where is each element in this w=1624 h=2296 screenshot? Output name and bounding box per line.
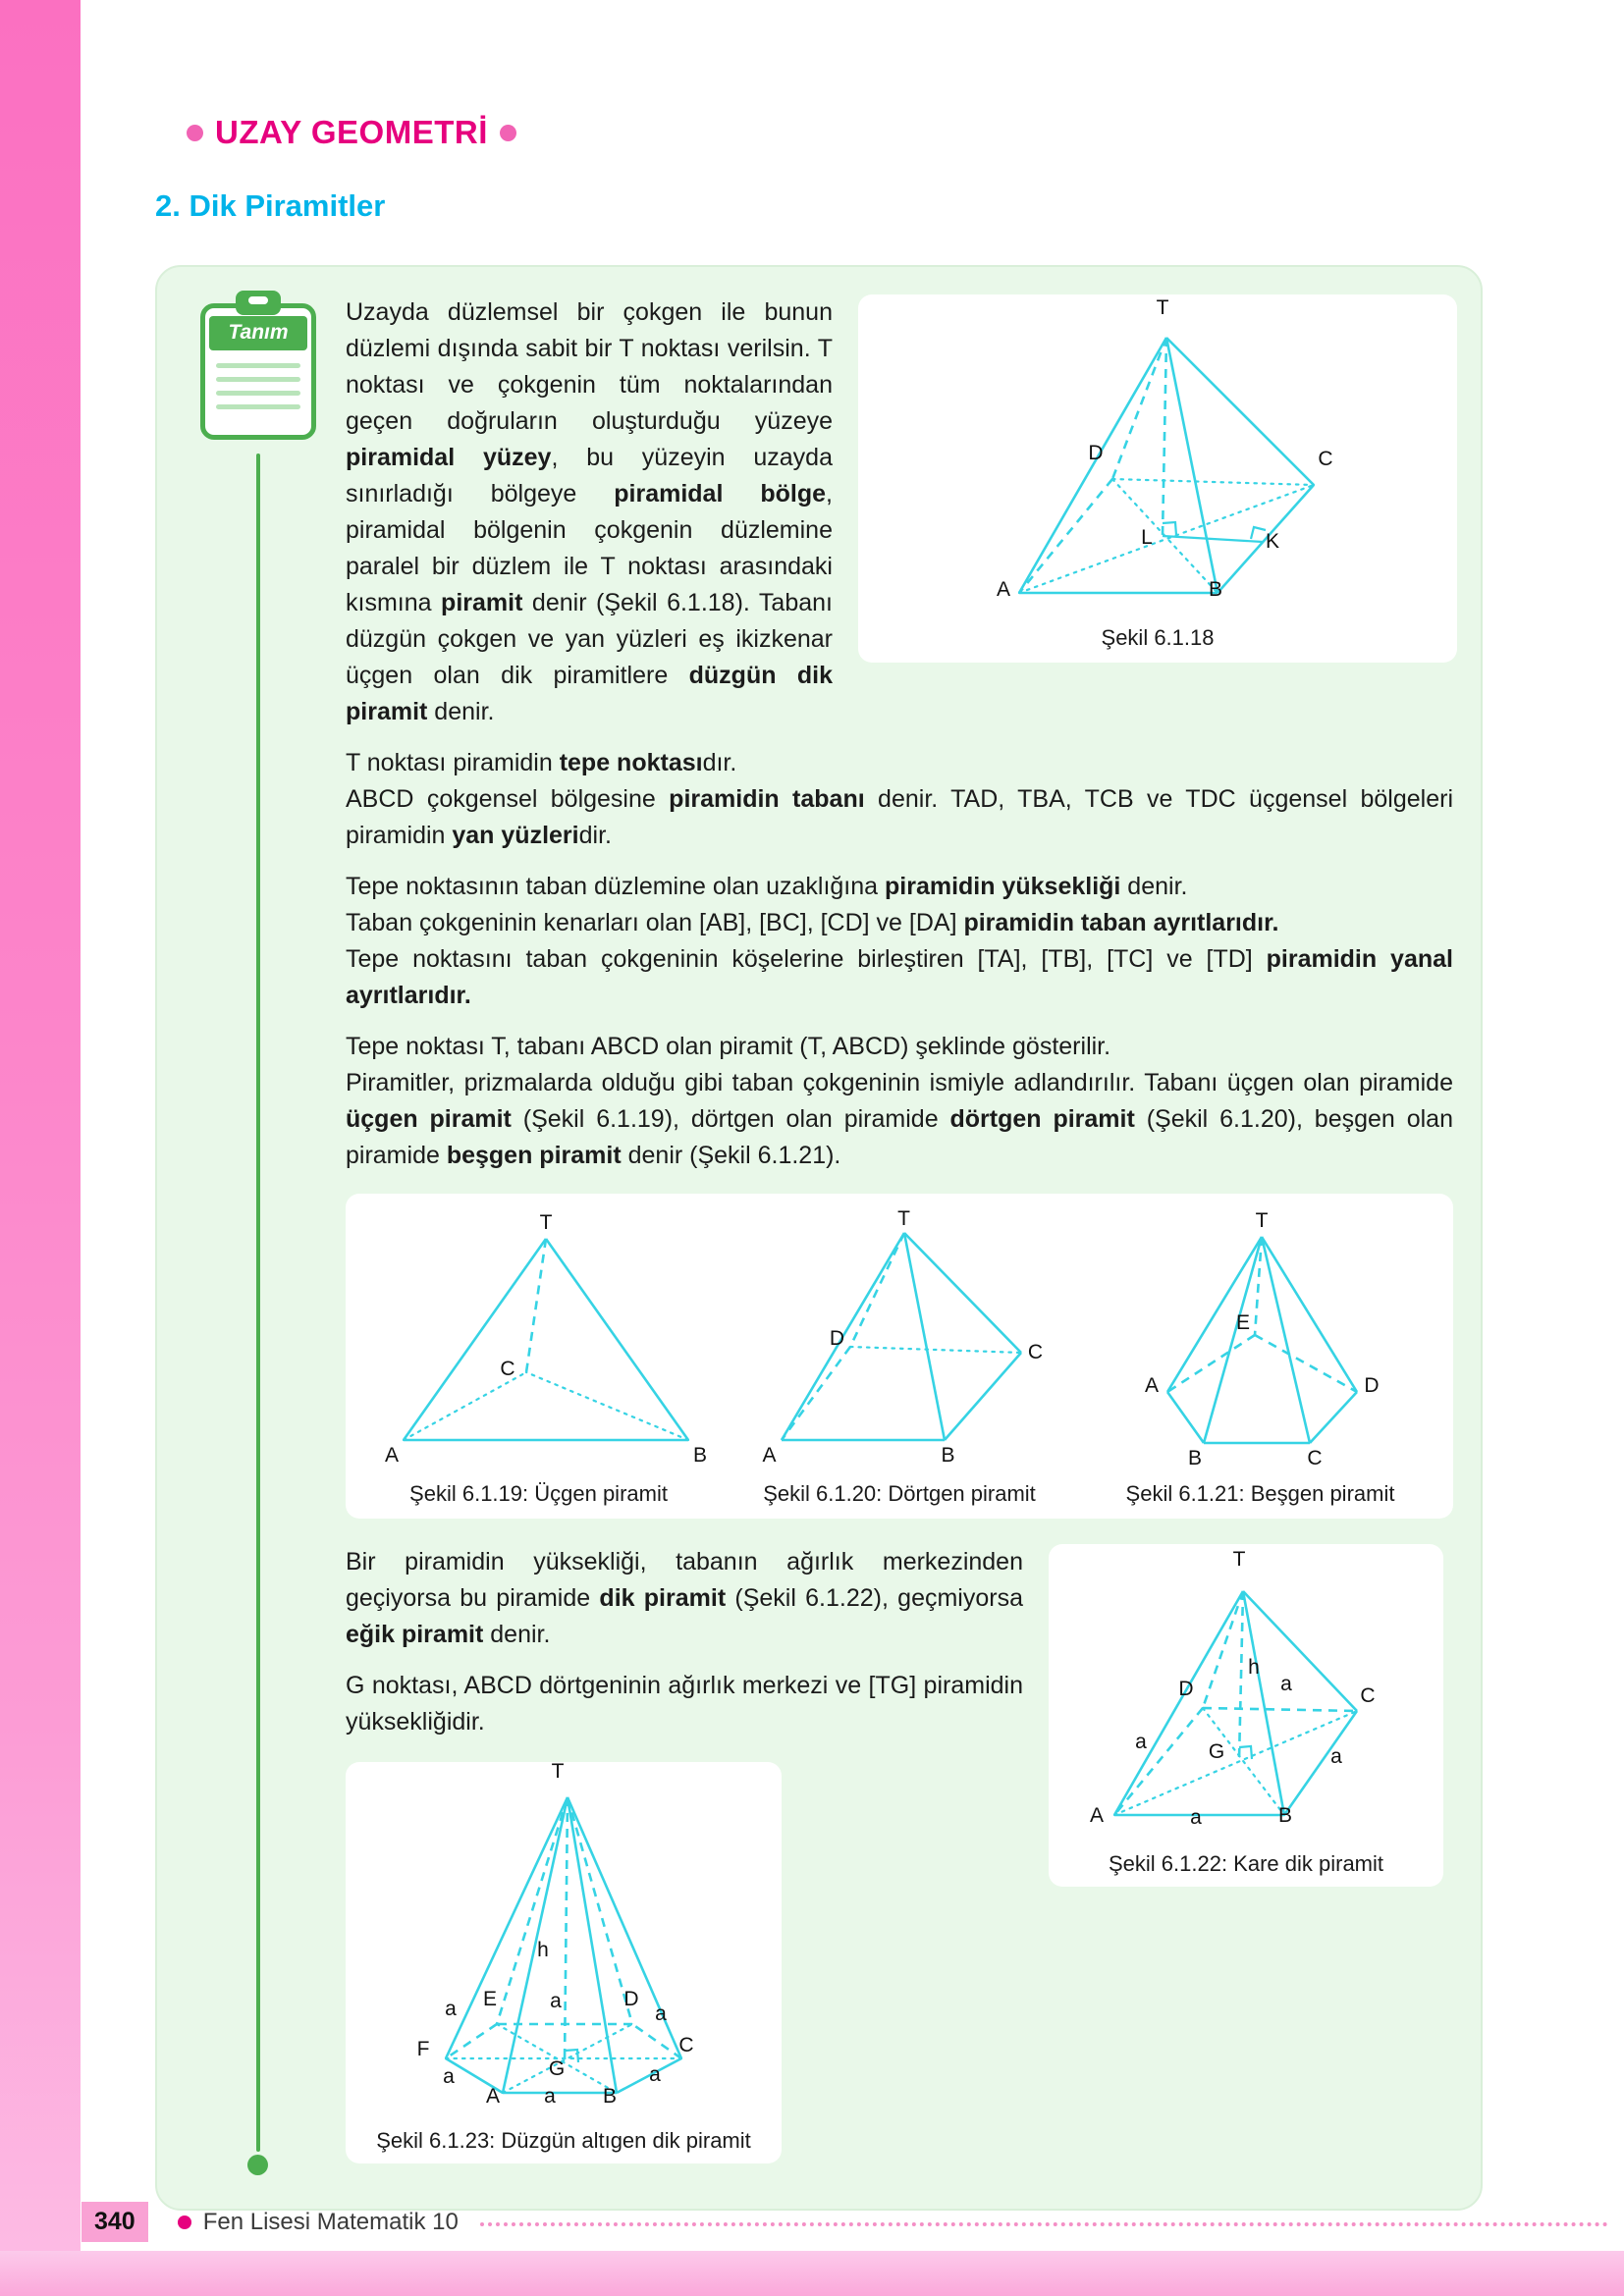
visible-edges (1114, 1591, 1357, 1815)
paragraph-base-faces (346, 781, 1453, 854)
page-footer (81, 2202, 1608, 2242)
pyramid-figure-svg (359, 1209, 718, 1472)
clipboard-lines (216, 363, 300, 418)
text-run: G noktası, ABCD dörtgeninin ağırlık merkezi ve [TG] piramidin yüksekliğidir. (346, 1672, 1023, 1735)
vertex-label: A (996, 578, 1011, 601)
text-run: denir (Şekil 6.1.18). Tabanı düzgün çokgen ve yan yüzleri eş ikizkenar üçgen olan dik piramitlere (346, 589, 833, 689)
hidden-edges (526, 1239, 546, 1372)
bold-text-run: piramidin taban ayrıtlarıdır. (963, 909, 1279, 936)
text-run: denir. (427, 698, 495, 725)
page-number: 340 (81, 2202, 148, 2242)
text-run: ABCD çokgensel bölgesine (346, 785, 670, 813)
text-run: dır. (702, 749, 737, 776)
bottom-accent-band (0, 2251, 1624, 2296)
pyramid-figure-svg (1081, 1209, 1439, 1472)
tanim-badge: Tanım (209, 316, 307, 350)
figure-caption: Şekil 6.1.19: Üçgen piramit (409, 1481, 668, 1506)
bold-text-run: piramidin tabanı (669, 785, 865, 813)
definition-row (346, 294, 1453, 730)
vertex-label: B (1277, 1804, 1293, 1827)
bold-text-run: piramit (441, 589, 523, 616)
vertex-label: D (1088, 442, 1104, 464)
vertex-label: a (443, 2065, 455, 2088)
text-run: Tepe noktasını taban çokgeninin köşelerine birleştiren [TA], [TB], [TC] ve [TD] (346, 945, 1267, 973)
vertex-label: a (550, 1990, 562, 2012)
definition-rail-end-dot (247, 2155, 268, 2175)
vertex-label: a (1190, 1806, 1202, 1829)
book-title: Fen Lisesi Matematik 10 (202, 2208, 459, 2235)
visible-edges (404, 1239, 688, 1440)
paragraph-definition (346, 294, 833, 730)
bold-text-run: piramidal bölge (614, 480, 827, 507)
vertex-label: A (762, 1444, 777, 1467)
vertex-label: G (548, 2057, 566, 2080)
section-title: 2. Dik Piramitler (155, 188, 386, 223)
figure-6-1-19 (359, 1209, 718, 1507)
figure-6-1-21 (1081, 1209, 1439, 1507)
vertex-label: C (678, 2034, 694, 2056)
text-run: T noktası piramidin (346, 749, 560, 776)
text-run: (Şekil 6.1.19), dörtgen olan piramide (511, 1105, 950, 1133)
vertex-label: L (1141, 526, 1153, 549)
vertex-label: T (551, 1760, 565, 1783)
figure-trio-box (346, 1194, 1453, 1519)
text-run: denir. TAD, TBA, TCB ve TDC üçgensel bölgeleri piramidin (346, 785, 1453, 849)
paragraph-lateral-edges (346, 941, 1453, 1014)
vertex-label: B (602, 2085, 618, 2108)
vertex-label: A (384, 1444, 400, 1467)
bold-text-run: piramidin yüksekliği (885, 873, 1121, 900)
text-run: , piramidal bölgenin çokgenin düzlemine paralel bir düzlem ile T noktası arasındaki kısmına (346, 480, 833, 616)
vertex-label: A (1089, 1804, 1105, 1827)
text-run: denir (Şekil 6.1.21). (621, 1142, 841, 1169)
vertex-label: T (897, 1207, 910, 1230)
vertex-label: T (539, 1211, 553, 1234)
vertex-label: a (1280, 1673, 1292, 1695)
visible-edges (446, 1797, 681, 2093)
text-run: Piramitler, prizmalarda olduğu gibi taban çokgeninin ismiyle adlandırılır. Tabanı üçgen olan piramide (346, 1069, 1453, 1096)
paragraph-centroid (346, 1668, 1023, 1740)
figure-caption: Şekil 6.1.22: Kare dik piramit (1108, 1851, 1384, 1876)
vertex-label: C (1318, 448, 1333, 470)
hidden-edges (446, 1797, 681, 2063)
pyramid-figure-svg (862, 310, 1451, 616)
text-run: , bu yüzeyin uzayda sınırladığı bölgeye (346, 444, 833, 507)
visible-edges (782, 1233, 1021, 1440)
left-column (346, 1544, 1023, 2163)
vertex-label: a (655, 2002, 667, 2025)
tanim-clipboard-icon (200, 291, 316, 440)
text-run: Uzayda düzlemsel bir çokgen ile bunun düzlemi dışında sabit bir T noktası verilsin. T noktası ve çokgenin tüm noktalarından geçen doğruların oluşturduğu yüzeye (346, 298, 833, 435)
bold-text-run: tepe noktası (559, 749, 703, 776)
figure-caption: Şekil 6.1.23: Düzgün altıgen dik piramit (376, 2128, 751, 2153)
paragraph-height (346, 869, 1453, 905)
text-run: dir. (578, 822, 612, 849)
definition-panel (155, 265, 1483, 2211)
vertex-label: T (1232, 1548, 1246, 1571)
vertex-label: D (1178, 1678, 1194, 1700)
vertex-label: B (941, 1444, 955, 1467)
vertex-label: a (544, 2085, 556, 2108)
text-run: Bir piramidin yüksekliği, tabanın ağırlık merkezinden geçiyorsa bu piramide (346, 1548, 1023, 1612)
vertex-label: F (416, 2038, 430, 2060)
vertex-label: C (1027, 1341, 1044, 1363)
bold-text-run: üçgen piramit (346, 1105, 512, 1133)
bold-text-run: yan yüzleri (452, 822, 579, 849)
bold-text-run: piramidal yüzey (346, 444, 552, 471)
vertex-label: E (1235, 1311, 1251, 1334)
bold-text-run: beşgen piramit (446, 1142, 622, 1169)
vertex-label: B (692, 1444, 708, 1467)
vertex-label: G (1208, 1740, 1225, 1763)
pyramid-figure-svg (355, 1774, 768, 2119)
definition-rail-line (256, 454, 260, 2152)
dik-piramit-row (346, 1544, 1453, 2163)
footer-dot-icon (178, 2216, 191, 2229)
chapter-title: UZAY GEOMETRİ (215, 114, 488, 150)
vertex-label: C (1360, 1684, 1376, 1707)
paragraph-naming (346, 1065, 1453, 1174)
vertex-label: T (1156, 296, 1169, 319)
bold-text-run: dörtgen piramit (949, 1105, 1135, 1133)
paragraph-dik-egik (346, 1544, 1023, 1653)
clipboard-clip (236, 291, 281, 315)
pyramid-figure-svg (721, 1209, 1079, 1472)
vertex-label: C (500, 1358, 515, 1380)
figure-6-1-20 (721, 1209, 1079, 1507)
text-run: Tepe noktası T, tabanı ABCD olan piramit (T, ABCD) şeklinde gösterilir. (346, 1033, 1111, 1060)
right-angle-marks (1239, 1746, 1252, 1759)
vertex-label: B (1208, 578, 1223, 601)
vertex-label: A (1144, 1374, 1160, 1397)
vertex-label: h (537, 1939, 549, 1961)
vertex-label: B (1187, 1447, 1203, 1469)
pyramid-figure-svg (1053, 1558, 1435, 1842)
text-run: (Şekil 6.1.20), beşgen olan piramide (346, 1105, 1453, 1169)
text-run: Tepe noktasının taban düzlemine olan uzaklığına (346, 873, 885, 900)
left-accent-strip (0, 0, 81, 2296)
hidden-edges (850, 1347, 1021, 1353)
vertex-label: h (1248, 1656, 1260, 1679)
vertex-label: K (1265, 530, 1280, 553)
figure-caption: Şekil 6.1.20: Dörtgen piramit (763, 1481, 1036, 1506)
bold-text-run: dik piramit (599, 1584, 727, 1612)
figure-caption: Şekil 6.1.18 (1101, 625, 1215, 650)
text-run: denir. (483, 1621, 551, 1648)
vertex-label: A (485, 2085, 501, 2108)
vertex-label: D (623, 1988, 639, 2010)
bold-text-run: düzgün dik piramit (346, 662, 833, 725)
vertex-label: E (482, 1988, 498, 2010)
header-dot-icon (187, 125, 203, 141)
hidden-edges (1167, 1237, 1357, 1392)
text-run: denir. (1120, 873, 1188, 900)
vertex-label: C (1307, 1447, 1323, 1469)
hidden-edges (1114, 1591, 1357, 1815)
vertex-label: D (1364, 1374, 1380, 1397)
header-dot-icon (500, 125, 516, 141)
vertex-label: a (1135, 1731, 1147, 1753)
figure-6-1-23 (346, 1762, 782, 2163)
paragraph-notation (346, 1029, 1453, 1065)
vertex-label: T (1255, 1209, 1269, 1232)
text-run: Taban çokgeninin kenarları olan [AB], [BC], [CD] ve [DA] (346, 909, 964, 936)
figure-6-1-18 (858, 294, 1457, 663)
hidden-edges (404, 1372, 688, 1440)
figure-caption: Şekil 6.1.21: Beşgen piramit (1125, 1481, 1395, 1506)
bold-text-run: piramidin yanal ayrıtlarıdır. (346, 945, 1453, 1009)
chapter-header (187, 114, 516, 151)
vertex-label: a (1330, 1745, 1342, 1768)
vertex-label: a (445, 1998, 457, 2020)
paragraph-base-edges (346, 905, 1453, 941)
vertex-label: a (649, 2063, 661, 2086)
text-run: (Şekil 6.1.22), geçmiyorsa (726, 1584, 1023, 1612)
bold-text-run: eğik piramit (346, 1621, 484, 1648)
footer-dotted-rule (480, 2222, 1608, 2226)
vertex-label: D (829, 1327, 845, 1350)
figure-6-1-22 (1049, 1544, 1443, 1887)
paragraph-apex (346, 745, 1453, 781)
